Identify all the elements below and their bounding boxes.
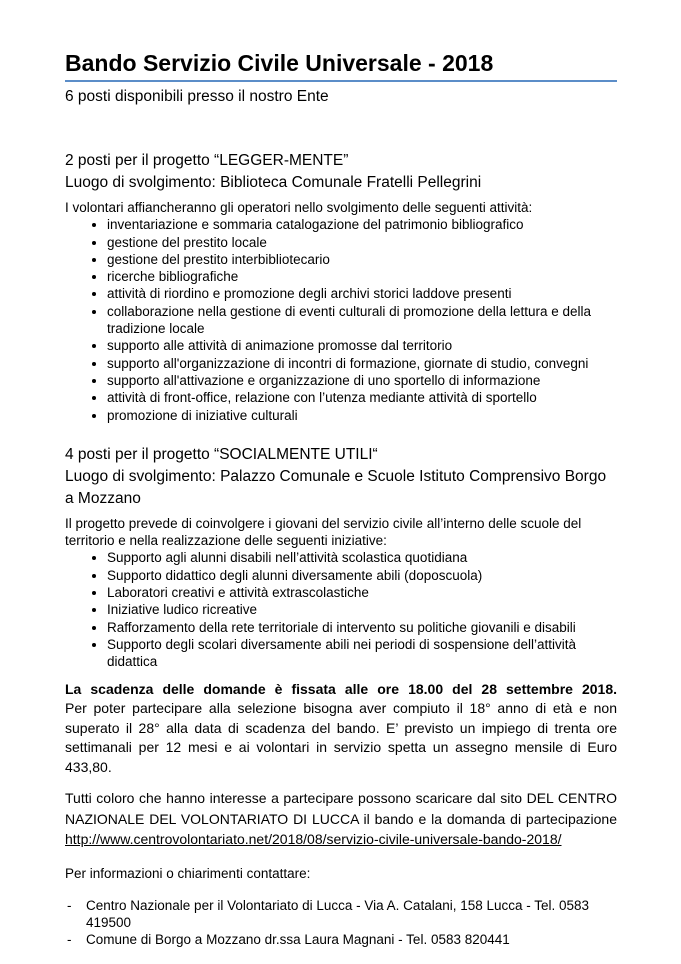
list-item: • attività di front-office, relazione con l’utenza mediante attività di sportello [107,389,617,406]
contact-item: - Centro Nazionale per il Volontariato di Lucca - Via A. Catalani, 158 Lucca - Tel. 0583 419500 [65,897,606,932]
contact-intro: Per informazioni o chiarimenti contattare: [65,865,311,881]
project-section-socialmente-utili [65,444,617,671]
download-text: Tutti coloro che hanno interesse a partecipare possono scaricare dal sito DEL CENTRO NAZIONALE DEL VOLONTARIATO DI LUCCA il bando e la domanda di partecipazione [65,790,617,827]
project-location: Luogo di svolgimento: Biblioteca Comunale Fratelli Pellegrini [65,174,482,191]
list-item: • Iniziative ludico ricreative [107,601,617,618]
project-intro: Il progetto prevede di coinvolgere i giovani del servizio civile all’interno delle scuole del territorio e nella realizzazione delle seguenti iniziative: [65,515,582,549]
list-item: • ricerche bibliografiche [107,268,617,285]
list-item: • supporto all'organizzazione di incontri di formazione, giornate di studio, convegni [107,355,617,372]
project-intro: I volontari affiancheranno gli operatori nello svolgimento delle seguenti attività: [65,200,533,215]
page-subtitle: 6 posti disponibili presso il nostro Ente [65,88,329,105]
list-item: • gestione del prestito interbibliotecario [107,251,617,268]
bando-download-link[interactable]: http://www.centrovolontariato.net/2018/08/servizio-civile-universale-bando-2018/ [65,831,562,848]
deadline-bold-sentence: La scadenza delle domande è fissata alle ore 18.00 del 28 settembre 2018. [65,680,617,697]
project-posts-heading: 4 posti per il progetto “SOCIALMENTE UTILI“ [65,445,378,463]
list-item: • gestione del prestito locale [107,234,617,251]
list-item: • collaborazione nella gestione di eventi culturali di promozione della lettura e della tradizione locale [107,303,617,338]
project-posts-heading: 2 posti per il progetto “LEGGER-MENTE” [65,152,349,169]
list-item: • supporto all'attivazione e organizzazione di uno sportello di informazione [107,372,617,389]
page-title: Bando Servizio Civile Universale - 2018 [65,52,617,82]
contact-list [65,897,617,949]
list-item: • Laboratori creativi e attività extrascolastiche [107,584,617,601]
activities-list [65,549,617,670]
download-paragraph [65,788,617,850]
list-item: • attività di riordino e promozione degli archivi storici laddove presenti [107,285,617,302]
project-section-legger-mente [65,150,617,424]
deadline-details: Per poter partecipare alla selezione bisogna aver compiuto il 18° anno di età e non superato il 28° alla data di scadenza del bando. E’ previsto un impiego di trenta ore settimanali per 12 mesi e ai volontari in servizio spetta un assegno mensile di Euro 433,80. [65,700,617,775]
list-item: • Rafforzamento della rete territoriale di intervento su politiche giovanili e disabili [107,619,617,636]
project-location: Luogo di svolgimento: Palazzo Comunale e Scuole Istituto Comprensivo Borgo a Mozzano [65,467,607,507]
list-item: • Supporto agli alunni disabili nell’attività scolastica quotidiana [107,549,617,566]
list-item: • supporto alle attività di animazione promosse dal territorio [107,337,617,354]
list-item: • Supporto degli scolari diversamente abili nei periodi di sospensione dell’attività didattica [107,636,617,671]
activities-list [65,216,617,424]
deadline-paragraph [65,680,617,778]
contact-item: - Comune di Borgo a Mozzano dr.ssa Laura Magnani - Tel. 0583 820441 [65,931,606,948]
list-item: • inventariazione e sommaria catalogazione del patrimonio bibliografico [107,216,617,233]
list-item: • Supporto didattico degli alunni diversamente abili (doposcuola) [107,567,617,584]
list-item: • promozione di iniziative culturali [107,407,617,424]
